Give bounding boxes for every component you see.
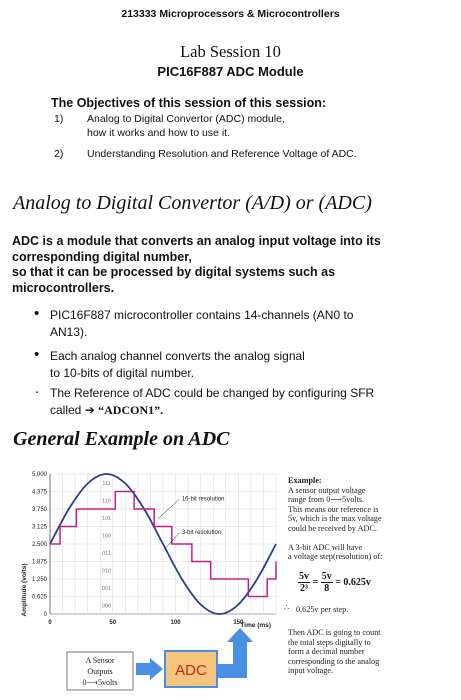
- adc-example-figure: [0, 462, 418, 700]
- bullet-reference: [50, 385, 374, 419]
- objective-1-line2: how it works and how to use it.: [87, 127, 230, 139]
- x-tick-label: 100: [170, 620, 181, 626]
- denominator: 8: [324, 583, 330, 594]
- y-tick-label: 0: [43, 612, 47, 619]
- intro-line: corresponding digital number,: [12, 249, 192, 264]
- fraction: [298, 571, 310, 594]
- example-line: form a decimal number: [288, 647, 365, 657]
- example-line: input voltage.: [288, 666, 334, 676]
- x-tick-label: 0: [48, 620, 52, 626]
- example-line: [288, 534, 418, 543]
- bullet-line: to 10-bits of digital number.: [50, 366, 195, 380]
- y-tick-label: 3.125: [31, 524, 47, 531]
- example-line: the total steps digitally to: [288, 637, 371, 647]
- series-labels: [158, 497, 225, 550]
- right-arrow-icon: [136, 658, 163, 680]
- section-title-example: General Example on ADC: [13, 428, 230, 450]
- sensor-label-line: A Sensor: [85, 656, 115, 665]
- bullet-marker: •: [34, 346, 40, 363]
- intro-line: microcontrollers.: [12, 280, 115, 295]
- called-text: called: [50, 403, 82, 417]
- series-label: 3-bit resolution: [181, 530, 222, 537]
- bullet-marker: .: [35, 380, 40, 397]
- therefore-icon: ∴: [284, 603, 290, 612]
- y-tick-label: 1.875: [31, 559, 47, 566]
- formula-result: = 0.625v: [335, 577, 371, 588]
- code-label: 010: [101, 568, 112, 575]
- denominator: 2³: [300, 583, 308, 594]
- objectives-heading: The Objectives of this session of this session:: [51, 96, 327, 110]
- example-text-continued: [288, 628, 418, 676]
- bullet-channels: [50, 307, 353, 341]
- lab-session-title: Lab Session 10: [180, 42, 281, 61]
- arrow-icon: ➔: [84, 403, 95, 417]
- example-line: range from 0⟶5volts.: [288, 495, 365, 505]
- objective-1-line1: Analog to Digital Convertor (ADC) module,: [87, 113, 285, 125]
- sensor-label-line: Outputs: [87, 667, 113, 676]
- x-tick-label: 150: [233, 620, 244, 626]
- example-title: Example:: [288, 476, 322, 485]
- code-label: 110: [102, 498, 111, 505]
- bullet-line: The Reference of ADC could be changed by configuring SFR: [50, 386, 375, 400]
- resolution-formula: $\frac{5v}{\text{2³}}$ = $\frac{5v}{8}$ = 0.625v: [299, 571, 371, 594]
- example-line: This means our reference is: [288, 504, 379, 514]
- code-label: 111: [102, 480, 111, 487]
- intro-paragraph: [12, 234, 457, 296]
- module-title: PIC16F887 ADC Module: [157, 64, 304, 79]
- objective-2-number: 2): [54, 148, 64, 160]
- bullet-line: Each analog channel converts the analog signal: [50, 349, 305, 363]
- up-arrow-icon: [217, 628, 253, 678]
- code-label: 000: [101, 603, 112, 610]
- code-labels: [102, 481, 111, 610]
- example-line: A 3-bit ADC will have: [288, 542, 363, 552]
- y-tick-label: 4.375: [31, 489, 47, 496]
- example-line: 5v, which is the max voltage: [288, 514, 382, 524]
- code-label: 011: [102, 550, 111, 557]
- example-line: could be received by ADC.: [288, 523, 377, 533]
- example-line: a voltage step(resolution) of:: [288, 552, 383, 562]
- y-tick-label: 3.750: [31, 507, 47, 514]
- example-line: corresponding to the analog: [288, 656, 380, 666]
- numerator: 5v: [299, 571, 309, 582]
- y-tick-label: 5.000: [31, 472, 47, 479]
- y-tick-label: 0.625: [31, 594, 47, 601]
- step-text: 0.625v per step.: [296, 605, 349, 614]
- y-tick-labels: [32, 472, 48, 618]
- bullet-marker: •: [34, 305, 40, 322]
- sensor-label-line: 0⟶5volts: [82, 678, 118, 687]
- fraction: [321, 571, 333, 594]
- y-tick-label: 2.500: [31, 542, 47, 549]
- section-title-adc: Analog to Digital Convertor (A/D) or (ADC): [13, 192, 372, 214]
- objective-1-number: 1): [54, 113, 64, 125]
- code-label: 001: [101, 585, 112, 592]
- code-label: 100: [101, 533, 112, 540]
- y-tick-label: 1.250: [31, 577, 47, 584]
- course-title: 213333 Microprocessors & Microcontrollers: [121, 8, 340, 20]
- code-label: 101: [101, 515, 112, 522]
- adcon1-text: “ADCON1”.: [98, 403, 164, 417]
- bullet-resolution: [50, 348, 305, 382]
- series-label: 16-bit resolution: [181, 496, 225, 503]
- bullet-line: AN13).: [50, 325, 88, 339]
- x-tick-label: 50: [109, 620, 117, 626]
- intro-line: ADC is a module that converts an analog input voltage into its: [12, 234, 381, 248]
- numerator: 5v: [321, 571, 332, 582]
- x-axis-label: Time (ms): [240, 622, 271, 629]
- example-line: A sensor output voltage: [288, 485, 366, 495]
- example-line: Then ADC is going to count: [288, 628, 381, 637]
- example-text: [288, 476, 418, 562]
- objective-2-line1: Understanding Resolution and Reference Voltage of ADC.: [87, 148, 357, 160]
- bullet-line: [50, 402, 374, 419]
- y-axis-label: Amplitude (volts): [21, 563, 28, 617]
- bullet-line: PIC16F887 microcontroller contains 14-channels (AN0 to: [50, 308, 354, 322]
- intro-line: so that it can be processed by digital systems such as: [12, 265, 336, 280]
- adc-box-label: ADC: [175, 662, 207, 679]
- x-tick-labels: [48, 620, 244, 626]
